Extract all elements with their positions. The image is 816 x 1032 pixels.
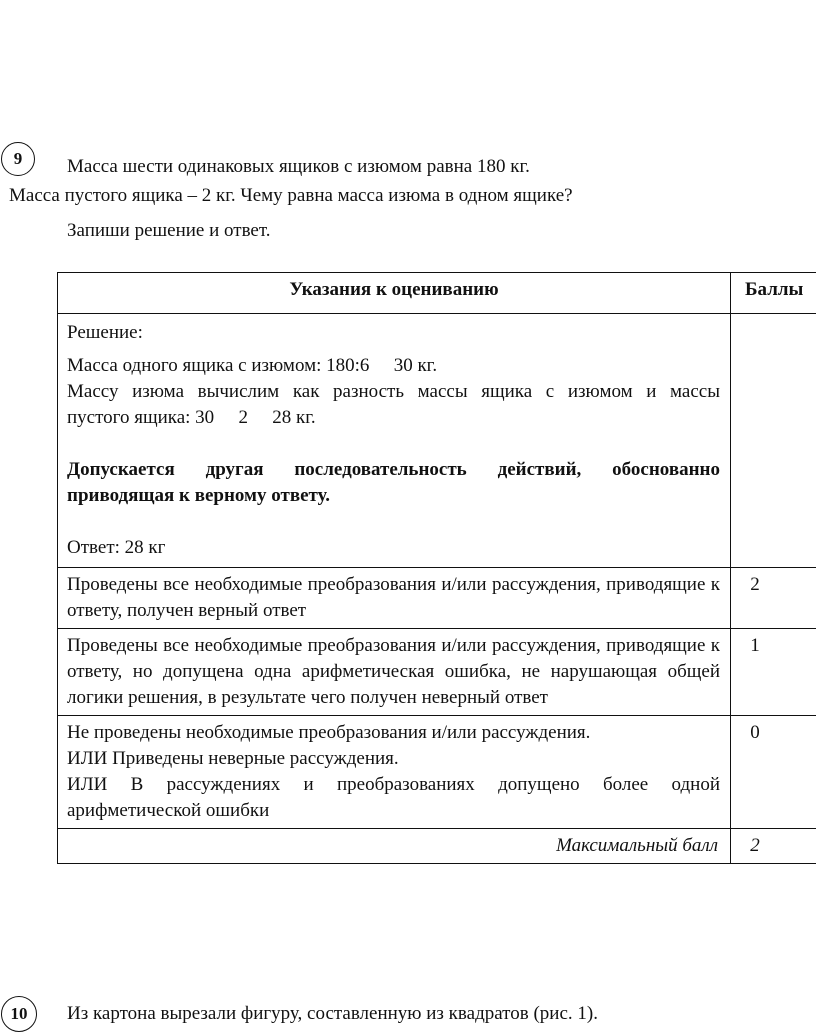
criteria-row (58, 716, 816, 829)
task-instruction: Запиши решение и ответ. (67, 220, 271, 242)
solution-step1: Масса одного ящика с изюмом: 180:6 30 кг. (67, 353, 720, 379)
criteria-cell: Проведены все необходимые преобразования и/или рассуждения, приводящие к ответу, получен верный ответ (58, 568, 731, 629)
criteria-row (58, 629, 816, 716)
solution-row (58, 314, 816, 568)
max-score-row (58, 829, 816, 864)
solution-points-cell (731, 314, 816, 568)
solution-cell (58, 314, 731, 568)
criteria-line: Не проведены необходимые преобразования и/или рассуждения. (67, 720, 720, 746)
solution-note: Допускается другая последовательность действий, обоснованно приводящая к верному ответу. (67, 457, 720, 509)
task-statement-line2: Масса пустого ящика – 2 кг. Чему равна масса изюма в одном ящике? (9, 185, 573, 207)
solution-title: Решение: (67, 320, 720, 346)
points-value: 1 (745, 633, 765, 659)
task-statement-line1: Из картона вырезали фигуру, составленную из квадратов (рис. 1). (67, 1003, 598, 1025)
table-header-row (58, 273, 816, 314)
max-score-label: Максимальный балл (58, 829, 731, 864)
points-cell (731, 716, 816, 829)
criteria-row (58, 568, 816, 629)
criteria-line: ИЛИ В рассуждениях и преобразованиях допущено более одной арифметической ошибки (67, 772, 720, 824)
task-number-badge (1, 996, 37, 1032)
criteria-cell: Проведены все необходимые преобразования и/или рассуждения, приводящие к ответу, но допущена одна арифметическая ошибка, не нарушающая общей логики решения, в результате чего получен неверный ответ (58, 629, 731, 716)
task-number-badge (1, 142, 35, 176)
task-number: 10 (11, 1004, 28, 1024)
solution-answer: Ответ: 28 кг (67, 535, 720, 561)
task-statement-line1: Масса шести одинаковых ящиков с изюмом равна 180 кг. (67, 156, 530, 178)
points-cell (731, 629, 816, 716)
task-number: 9 (14, 149, 23, 169)
header-criteria: Указания к оцениванию (58, 273, 731, 314)
solution-step2b: пустого ящика: 30 2 28 кг. (67, 405, 720, 431)
points-value: 0 (745, 720, 765, 746)
header-points: Баллы (731, 273, 816, 314)
criteria-cell (58, 716, 731, 829)
criteria-line: ИЛИ Приведены неверные рассуждения. (67, 746, 720, 772)
max-score-value: 2 (745, 833, 765, 859)
max-score-cell (731, 829, 816, 864)
solution-step2a: Массу изюма вычислим как разность массы ящика с изюмом и массы (67, 379, 720, 405)
grading-table (57, 272, 816, 864)
points-value: 2 (745, 572, 765, 598)
points-cell (731, 568, 816, 629)
